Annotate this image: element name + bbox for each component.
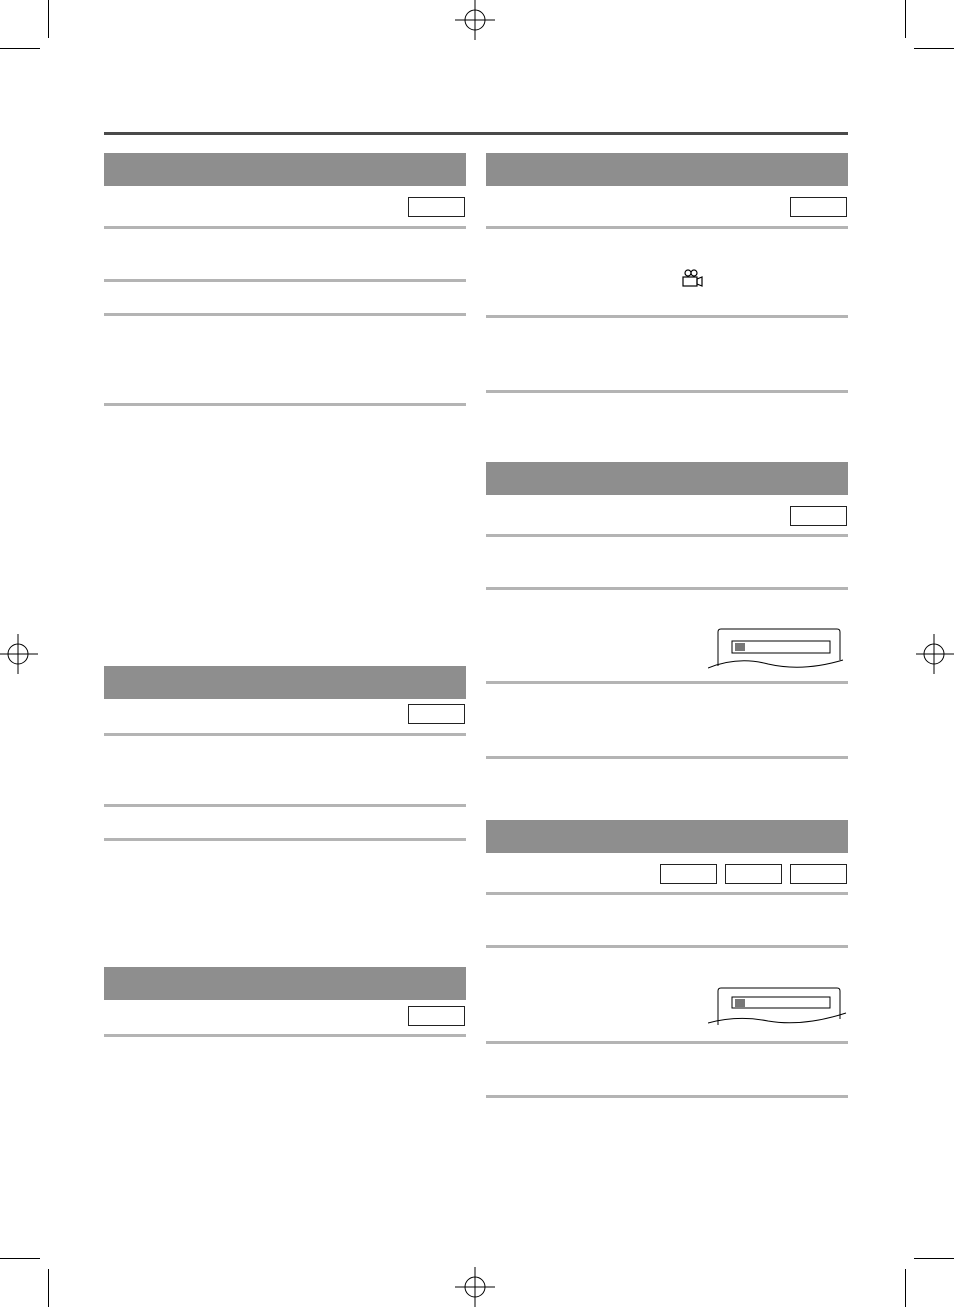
divider-rule (486, 756, 848, 759)
crop-mark (0, 1258, 40, 1259)
section-header-band (104, 666, 466, 699)
tv-screen-osd-illustration (708, 626, 848, 672)
tv-screen-osd-illustration (708, 985, 848, 1031)
crop-mark (905, 1269, 906, 1307)
divider-rule (104, 838, 466, 841)
divider-rule (104, 733, 466, 736)
divider-rule (104, 313, 466, 316)
divider-rule (486, 534, 848, 537)
divider-rule (486, 315, 848, 318)
section-header-band (486, 462, 848, 495)
disc-type-tag (790, 506, 847, 526)
section-header-band (486, 153, 848, 186)
disc-type-tag (790, 197, 847, 217)
divider-rule (104, 403, 466, 406)
crop-mark (48, 0, 49, 38)
section-header-band (104, 967, 466, 1000)
divider-rule (486, 587, 848, 590)
divider-rule (104, 1034, 466, 1037)
section-header-band (104, 153, 466, 186)
divider-rule (486, 892, 848, 895)
divider-rule (486, 226, 848, 229)
registration-mark-icon (914, 634, 954, 674)
crop-mark (914, 48, 954, 49)
divider-rule (486, 945, 848, 948)
osd-indicator-icon (735, 643, 745, 651)
crop-mark (48, 1269, 49, 1307)
disc-type-tag (660, 864, 717, 884)
camera-angle-icon (680, 268, 704, 288)
divider-rule (486, 681, 848, 684)
disc-type-tag (408, 197, 465, 217)
crop-mark (905, 0, 906, 38)
divider-rule (104, 279, 466, 282)
right-column (486, 0, 848, 1307)
crop-mark (914, 1258, 954, 1259)
divider-rule (104, 226, 466, 229)
divider-rule (486, 1095, 848, 1098)
divider-rule (104, 804, 466, 807)
disc-type-tag (790, 864, 847, 884)
section-header-band (486, 820, 848, 853)
disc-type-tag (408, 1006, 465, 1026)
registration-mark-icon (0, 634, 40, 674)
crop-mark (0, 48, 40, 49)
left-column (104, 0, 466, 1307)
osd-indicator-icon (735, 999, 745, 1007)
divider-rule (486, 390, 848, 393)
disc-type-tag (725, 864, 782, 884)
disc-type-tag (408, 704, 465, 724)
divider-rule (486, 1041, 848, 1044)
